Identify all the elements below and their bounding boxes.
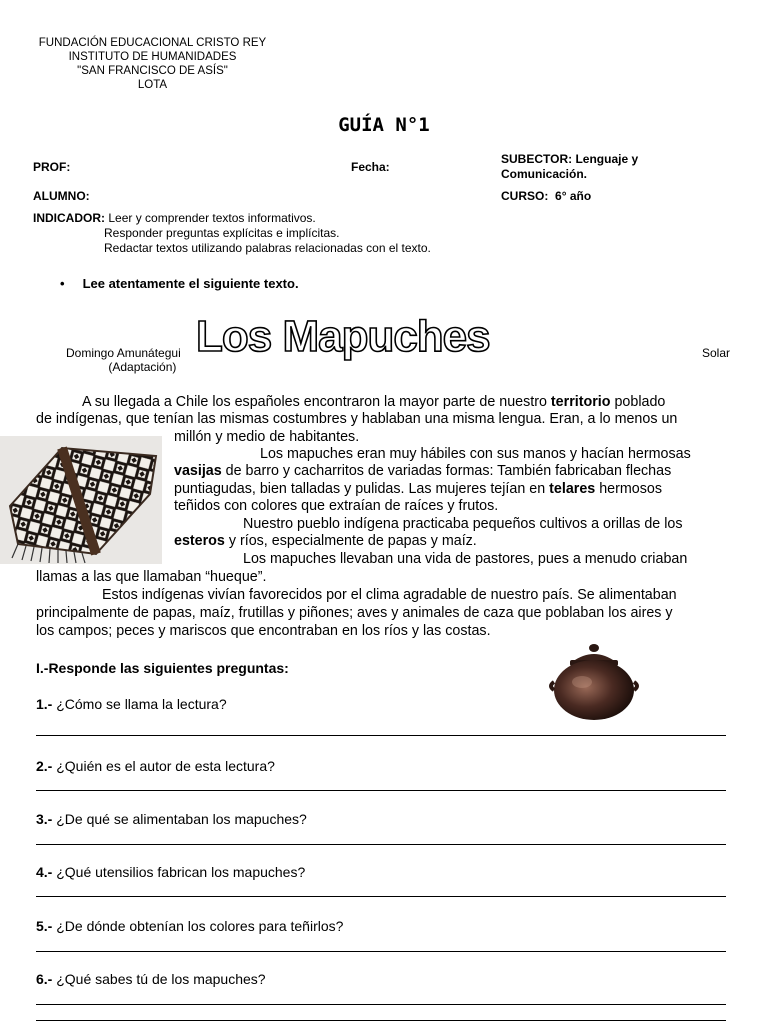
indicator-items xyxy=(104,226,431,256)
subsector-value-cont: Comunicación. xyxy=(501,167,588,181)
question-2 xyxy=(36,758,275,774)
reading-p5-line1: Estos indígenas vivían favorecidos por el clima agradable de nuestro país. Se alimentaban xyxy=(102,587,677,603)
school-header xyxy=(20,36,285,92)
question-text: ¿De dónde obtenían los colores para teñirlos? xyxy=(52,918,344,934)
question-6 xyxy=(36,971,266,987)
clay-pot-image xyxy=(546,640,642,722)
reading-p1-line3: millón y medio de habitantes. xyxy=(174,429,360,445)
subsector-label: SUBECTOR: xyxy=(501,152,573,166)
reading-p4-line1: Los mapuches llevaban una vida de pastores, pues a menudo criaban xyxy=(243,551,688,567)
answer-line-5[interactable] xyxy=(36,951,726,952)
indicator-item-2: Responder preguntas explícitas e implícitas. xyxy=(104,226,340,240)
answer-line-6b[interactable] xyxy=(36,1020,726,1021)
question-text: ¿Qué utensilios fabrican los mapuches? xyxy=(52,864,306,880)
question-1 xyxy=(36,696,227,712)
subsector-value: Lenguaje y xyxy=(575,152,639,166)
answer-line-1[interactable] xyxy=(36,735,726,736)
keyword-territorio: territorio xyxy=(550,394,611,410)
indicator-label: INDICADOR: xyxy=(33,211,105,225)
question-number: 4.- xyxy=(36,864,53,880)
reading-p4-line2: llamas a las que llamaban “hueque”. xyxy=(36,569,267,585)
text-span: de barro y cacharritos de variadas formas: También fabricaban flechas xyxy=(221,463,672,479)
reading-p5-line2: principalmente de papas, maíz, frutillas y piñones; aves y animales de caza que poblaban los aires y xyxy=(36,605,673,621)
text-span: y ríos, especialmente de papas y maíz. xyxy=(224,533,477,549)
reading-author xyxy=(66,346,181,374)
questions-section-title: I.-Responde las siguientes preguntas: xyxy=(36,660,289,676)
question-5 xyxy=(36,918,343,934)
instruction xyxy=(60,276,299,291)
solar-label: Solar xyxy=(702,346,731,360)
question-number: 2.- xyxy=(36,758,53,774)
question-text: ¿Quién es el autor de esta lectura? xyxy=(52,758,275,774)
subsector-field xyxy=(501,152,638,182)
question-4 xyxy=(36,864,305,880)
reading-p2-line2 xyxy=(174,463,671,480)
answer-line-2[interactable] xyxy=(36,790,726,791)
fecha-label: Fecha: xyxy=(351,160,390,174)
question-number: 5.- xyxy=(36,918,53,934)
reading-p1-line2: de indígenas, que tenían las mismas costumbres y hablaban una misma lengua. Eran, a lo menos un xyxy=(36,411,678,427)
school-city: LOTA xyxy=(137,79,168,91)
question-number: 6.- xyxy=(36,971,53,987)
question-text: ¿Qué sabes tú de los mapuches? xyxy=(52,971,266,987)
keyword-esteros: esteros xyxy=(174,533,225,549)
indicator-item-3: Redactar textos utilizando palabras relacionadas con el texto. xyxy=(104,241,431,255)
question-text: ¿Cómo se llama la lectura? xyxy=(52,696,227,712)
reading-p2-line3 xyxy=(174,481,662,498)
reading-p5-line3: los campos; peces y mariscos que encontraban en los ríos y las costas. xyxy=(36,623,491,639)
answer-line-4[interactable] xyxy=(36,896,726,897)
reading-p3-line2 xyxy=(174,533,477,550)
text-span: A su llegada a Chile los españoles encontraron la mayor parte de nuestro xyxy=(82,394,551,410)
school-saint: "SAN FRANCISCO DE ASÍS" xyxy=(77,65,228,77)
prof-label: PROF: xyxy=(33,160,71,174)
school-name: FUNDACIÓN EDUCACIONAL CRISTO REY xyxy=(38,37,267,49)
page-title: GUÍA N°1 xyxy=(338,114,430,136)
reading-p3-line1: Nuestro pueblo indígena practicaba pequeños cultivos a orillas de los xyxy=(243,516,683,532)
answer-line-3[interactable] xyxy=(36,844,726,845)
institute-name: INSTITUTO DE HUMANIDADES xyxy=(68,51,237,63)
alumno-label: ALUMNO: xyxy=(33,189,90,203)
answer-line-6[interactable] xyxy=(36,1004,726,1005)
keyword-vasijas: vasijas xyxy=(174,463,222,479)
curso-field xyxy=(501,189,591,203)
instruction-text: Lee atentamente el siguiente texto. xyxy=(82,276,299,291)
reading-title: Los Mapuches xyxy=(196,312,490,361)
reading-p2-line4: teñidos con colores que extraían de raíces y frutos. xyxy=(174,498,499,514)
text-span: hermosos xyxy=(595,481,662,497)
question-number: 1.- xyxy=(36,696,53,712)
indicator-first-line xyxy=(33,211,316,225)
question-3 xyxy=(36,811,307,827)
reading-p1-line1 xyxy=(82,394,665,411)
author-note: (Adaptación) xyxy=(108,360,177,374)
mapuche-textile-image xyxy=(0,436,162,564)
indicator-item-1: Leer y comprender textos informativos. xyxy=(108,211,316,225)
question-text: ¿De qué se alimentaban los mapuches? xyxy=(52,811,307,827)
author-name: Domingo Amunátegui xyxy=(66,346,181,360)
text-span: poblado xyxy=(610,394,666,410)
curso-label: CURSO: xyxy=(501,189,549,203)
reading-p2-line1: Los mapuches eran muy hábiles con sus manos y hacían hermosas xyxy=(260,446,691,462)
bullet-icon: • xyxy=(60,276,65,291)
question-number: 3.- xyxy=(36,811,53,827)
text-span: puntiagudas, bien talladas y pulidas. Las mujeres tejían en xyxy=(174,481,550,497)
curso-value: 6° año xyxy=(555,189,592,203)
keyword-telares: telares xyxy=(549,481,596,497)
